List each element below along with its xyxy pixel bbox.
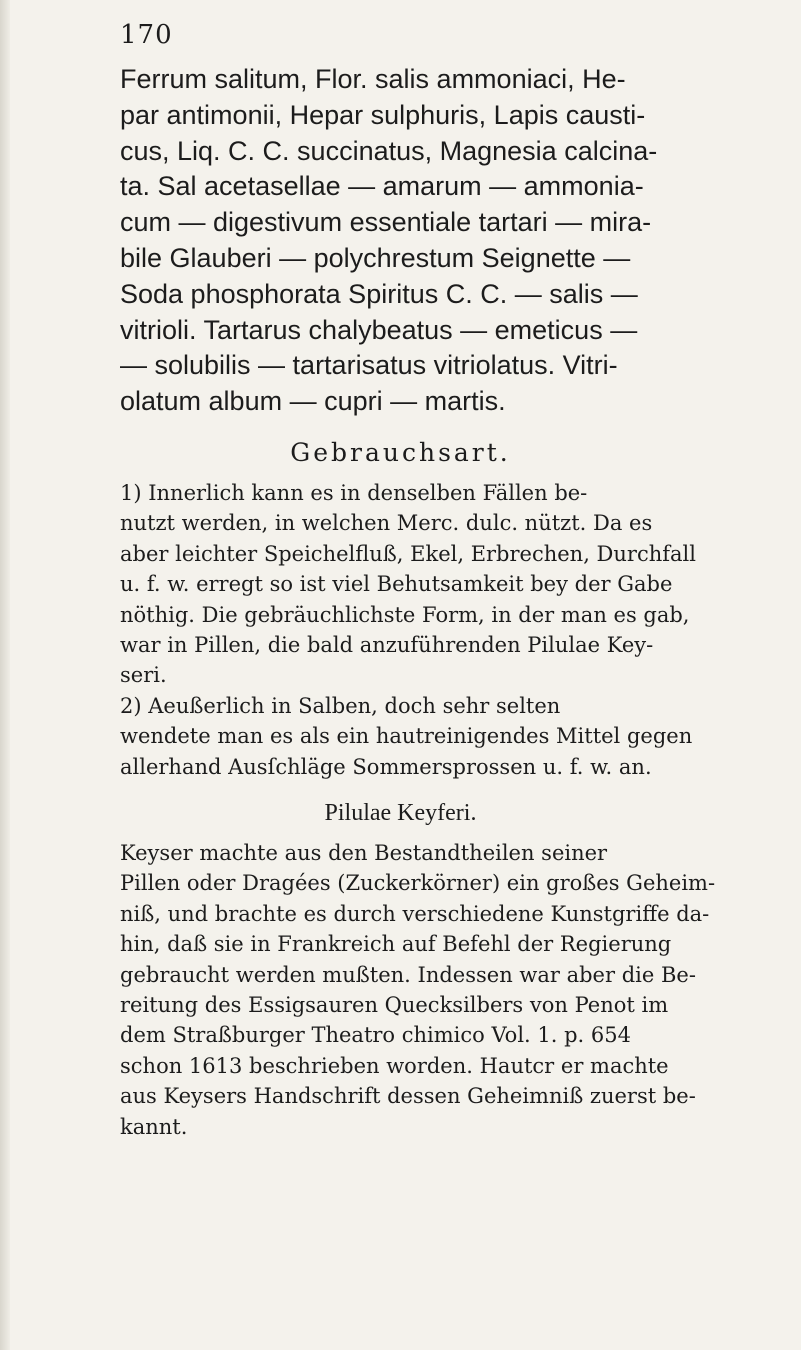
text-line: kannt. xyxy=(120,1114,188,1139)
text-line: schon 1613 beschrieben worden. Hautcr er machte xyxy=(120,1053,669,1078)
subheading: Pilulae Keyferi. xyxy=(324,800,477,826)
latin-line: olatum album — cupri — martis. xyxy=(120,386,506,417)
page-number: 170 xyxy=(120,20,173,50)
text-line: dem Straßburger Theatro chimico Vol. 1. p. 654 xyxy=(120,1023,631,1048)
text-line: hin, daß sie in Frankreich auf Befehl der Regierung xyxy=(120,932,672,957)
latin-line: Ferrum salitum, Flor. salis ammoniaci, He- xyxy=(120,64,626,94)
latin-line: par antimonii, Hepar sulphuris, Lapis causti- xyxy=(120,99,646,130)
text-line: war in Pillen, die bald anzuführenden Pilulae Key- xyxy=(120,633,654,658)
text-line: 1) Innerlich kann es in denselben Fällen be- xyxy=(120,481,588,505)
page-gutter-shadow xyxy=(0,0,10,1350)
latin-line: vitrioli. Tartarus chalybeatus — emeticus — xyxy=(120,314,638,345)
latin-line: ta. Sal acetasellae — amarum — ammonia- xyxy=(120,171,644,202)
latin-substance-list xyxy=(120,62,780,420)
latin-line: — solubilis — tartarisatus vitriolatus. Vitri- xyxy=(120,350,618,381)
paragraph-usage xyxy=(120,478,785,782)
text-line: wendete man es als ein hautreinigendes Mittel gegen xyxy=(120,724,693,749)
latin-line: bile Glauberi — polychrestum Seignette — xyxy=(120,242,631,273)
text-line: 2) Aeußerlich in Salben, doch sehr selten xyxy=(120,693,561,718)
text-line: reitung des Essigsauren Quecksilbers von Penot im xyxy=(120,993,669,1018)
text-line: niß, und brachte es durch verschiedene Kunstgriffe da- xyxy=(120,901,710,926)
latin-line: cus, Liq. C. C. succinatus, Magnesia calcina- xyxy=(120,135,658,166)
latin-line: Soda phosphorata Spiritus C. C. — salis — xyxy=(120,278,638,309)
paragraph-keyser xyxy=(120,838,785,1142)
text-line: allerhand Ausſchläge Sommersprossen u. f. w. an. xyxy=(120,754,652,779)
section-heading: Gebrauchsart. xyxy=(290,438,511,467)
text-line: Pillen oder Dragées (Zuckerkörner) ein großes Geheim- xyxy=(120,871,716,896)
latin-line: cum — digestivum essentiale tartari — mira- xyxy=(120,207,652,238)
text-line: gebraucht werden mußten. Indessen war aber die Be- xyxy=(120,962,696,987)
text-line: nutzt werden, in welchen Merc. dulc. nützt. Da es xyxy=(120,511,653,536)
text-line: Keyser machte aus den Bestandtheilen seiner xyxy=(120,841,608,865)
text-line: aber leichter Speichelfluß, Ekel, Erbrechen, Durchfall xyxy=(120,541,696,566)
text-line: u. f. w. erregt so ist viel Behutsamkeit bey der Gabe xyxy=(120,572,673,597)
text-line: nöthig. Die gebräuchlichste Form, in der man es gab, xyxy=(120,602,690,627)
text-line: aus Keysers Handschrift dessen Geheimniß zuerst be- xyxy=(120,1084,696,1109)
text-line: seri. xyxy=(120,663,167,688)
